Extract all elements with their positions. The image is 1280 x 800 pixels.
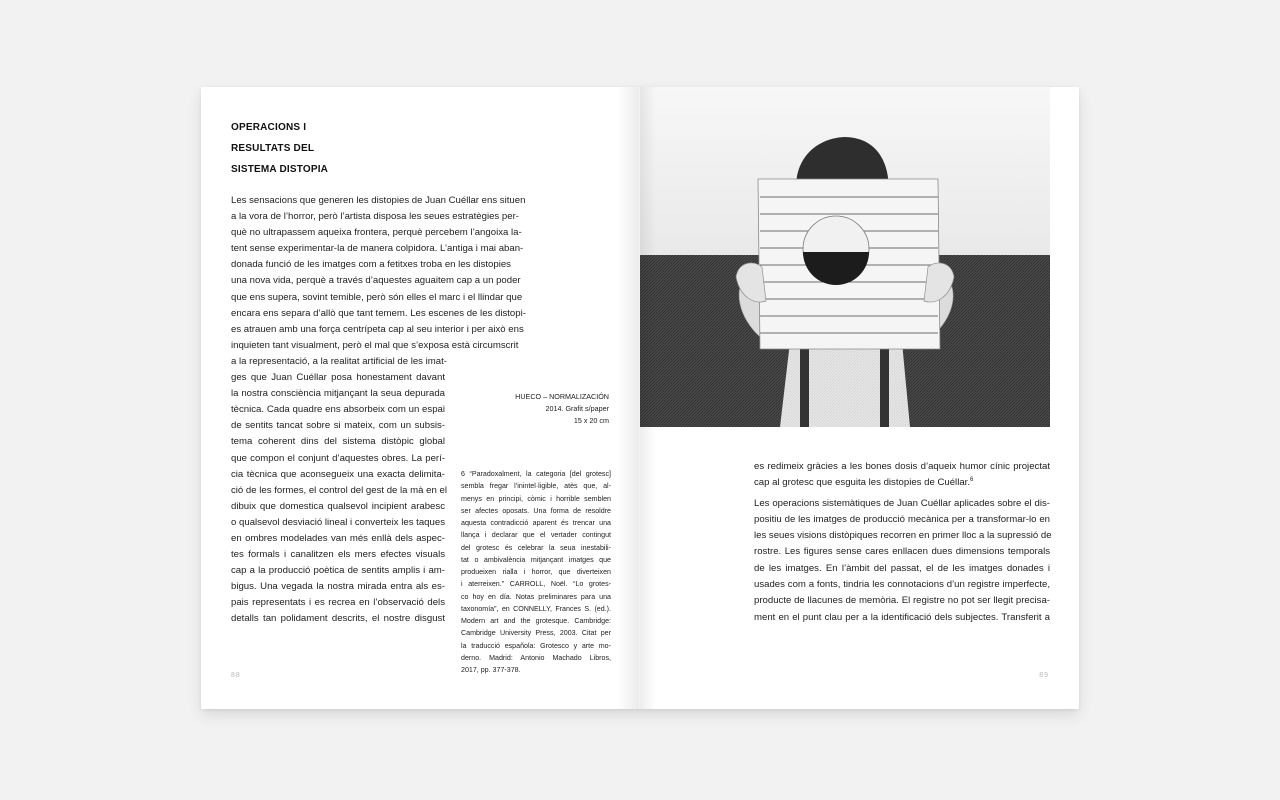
- book-spread: [201, 87, 1079, 709]
- text-line: [754, 459, 1050, 475]
- text-line: Les sensacions que generen les distopies de Juan Cuéllar ens situen: [231, 195, 526, 206]
- text-line: ció de les formes, el control del gest de la mà en el: [231, 484, 447, 496]
- text-line: inquieten tant visualment, però el mal que s’exposa està circumscrit: [231, 339, 519, 351]
- text-line: produeixen rialla i horror, que diverteixen: [461, 568, 611, 576]
- text-line: encara ens separa d’allò que tant temem. Les escenes de les distopi-: [231, 307, 526, 319]
- text-line: derno. Madrid: Antonio Machado Libros,: [461, 653, 611, 662]
- left-gutter-shadow: [617, 87, 639, 709]
- text-line: detalls tan polidament descrits, el nostre disgust: [231, 613, 445, 625]
- text-line: a la representació, a la realitat artificial de les imat-: [231, 355, 447, 367]
- text-line: sembla fregar l’inintel·ligible, atès que, al-: [461, 482, 611, 491]
- left-body-text: [231, 193, 526, 628]
- text-line: ment en el punt clau per a la identificació dels subjectes. Transferit a: [754, 611, 1050, 623]
- caption-line: 2014. Grafit s/paper: [545, 404, 609, 413]
- text-line: pais representats i es recrea en l’observació dels: [231, 597, 445, 609]
- text-line: una nova vida, perquè a través d’aquestes aguaitem cap a un poder: [231, 275, 521, 287]
- text-line: que compon el conjunt d’aquestes obres. La perí-: [231, 452, 445, 464]
- text-line: menys en principi, còmic i horrible semblen: [461, 494, 611, 503]
- text-line: usades com a fonts, tindria les connotacions d’un registre imperfecte,: [754, 579, 1050, 591]
- text-line: la traducció española: Grotesco y arte mo-: [461, 641, 611, 650]
- text-line: que ens supera, sovint temible, però són elles el marc i el llindar que: [231, 291, 523, 303]
- text-line: 6 “Paradoxalment, la categoria [del grotesc]: [461, 470, 611, 478]
- text-line: rostre. Les figures sense cares enllacen dues dimensions temporals: [754, 546, 1050, 558]
- text-line: dibuix que domestica qualsevol incipient arabesc: [231, 500, 445, 512]
- left-page: [201, 87, 639, 709]
- graphite-illustration: [640, 87, 1050, 427]
- text-line: ser afectes oposats. Una forma de resoldre: [461, 506, 611, 515]
- right-body-text: [754, 459, 1050, 626]
- section-title-line: SISTEMA DISTOPIA: [231, 164, 329, 175]
- text-line: Modern art and the grotesque. Cambridge:: [461, 617, 611, 625]
- text-line: tècnica. Cada quadre ens absorbeix com un espai: [231, 404, 445, 416]
- text-line: 2017, pp. 377-378.: [461, 666, 521, 674]
- section-title: [231, 117, 391, 180]
- text-line: del grotesc és celebrar la seua inestabili-: [461, 543, 611, 552]
- text-line: llança i declarar que el vertader contingut: [461, 531, 611, 540]
- page-number-left: 88: [231, 672, 241, 679]
- text-line-content: cap al grotesc que esguita les distopies de Cuéllar.: [754, 477, 970, 489]
- caption-line: HUECO – NORMALIZACIÓN: [515, 392, 609, 401]
- right-page: [640, 87, 1079, 709]
- section-title-line: RESULTATS DEL: [231, 143, 315, 154]
- text-line: [754, 475, 1050, 491]
- illustration-caption: [461, 391, 609, 427]
- text-line: la nostra consciència mitjançant la seua depurada: [231, 388, 445, 400]
- text-line: en ombres modelades van més enllà dels aspec-: [231, 532, 445, 544]
- text-line: producte de llacunes de memòria. El registre no pot ser llegit precisa-: [754, 595, 1050, 607]
- text-line: les seues visions distòpiques recorren en primer lloc a la supressió de: [754, 530, 1052, 542]
- text-line: de les imatges. En l’àmbit del passat, el de les imatges donades i: [754, 562, 1050, 574]
- section-title-line: OPERACIONS I: [231, 122, 307, 133]
- text-line: tes formals i canalitzen els mers efectes visuals: [231, 549, 445, 561]
- text-line: tent sense experimentar-la de manera colpidora. L’antiga i mai aban-: [231, 243, 524, 255]
- text-line: cap a la producció poètica de sentits amplis i am-: [231, 565, 445, 577]
- caption-line: 15 x 20 cm: [573, 416, 609, 425]
- text-line: taxonomía”, en CONNELLY, Frances S. (ed.).: [461, 604, 611, 613]
- page-number-right: 89: [1039, 672, 1049, 679]
- text-line: bigus. Una vegada la nostra mirada entra als es-: [231, 581, 445, 593]
- footnote: [461, 468, 611, 676]
- text-line: ges que Juan Cuéllar posa honestament davant: [231, 372, 445, 384]
- right-gutter-shadow: [640, 87, 656, 709]
- text-line: co hoy en día. Notas preliminares para una: [461, 592, 611, 601]
- text-line: a la vora de l’horror, però l’artista disposa les seues estratègies per-: [231, 211, 519, 223]
- text-line: Cambridge University Press, 2003. Citat per: [461, 629, 611, 638]
- text-line: o qualsevol desviació lineal i converteix les taques: [231, 516, 445, 528]
- text-line: aquesta contradicció aparent és trencar una: [461, 519, 611, 527]
- text-line: què no ultrapassem aqueixa frontera, perquè percebem l’angoixa la-: [231, 227, 522, 239]
- text-line: tema coherent dins del sistema distòpic global: [231, 436, 445, 448]
- text-line-content: es redimeix gràcies a les bones dosis d’aqueix humor cínic projectat: [754, 461, 1050, 472]
- text-line: donada funció de les imatges com a fetitxes troba en les distopies: [231, 259, 511, 271]
- text-line: i aterreixen.” CARROLL, Noël. “Lo grotes-: [461, 580, 611, 589]
- text-line: positiu de les imatges de producció mecànica per a transformar-lo en: [754, 513, 1050, 525]
- footnote-reference: 6: [970, 477, 974, 484]
- text-line: de sentits tancat sobre si mateix, com un subsis-: [231, 420, 445, 432]
- text-line: Les operacions sistemàtiques de Juan Cuéllar aplicades sobre el dis-: [754, 497, 1050, 509]
- text-line: es atrauen amb una força centrípeta cap al seu interior i per això ens: [231, 323, 524, 335]
- text-line: tat o ambivalència mitjançant imatges que: [461, 555, 611, 564]
- text-line: cia tècnica que aconsegueix una exacta delimita-: [231, 468, 445, 480]
